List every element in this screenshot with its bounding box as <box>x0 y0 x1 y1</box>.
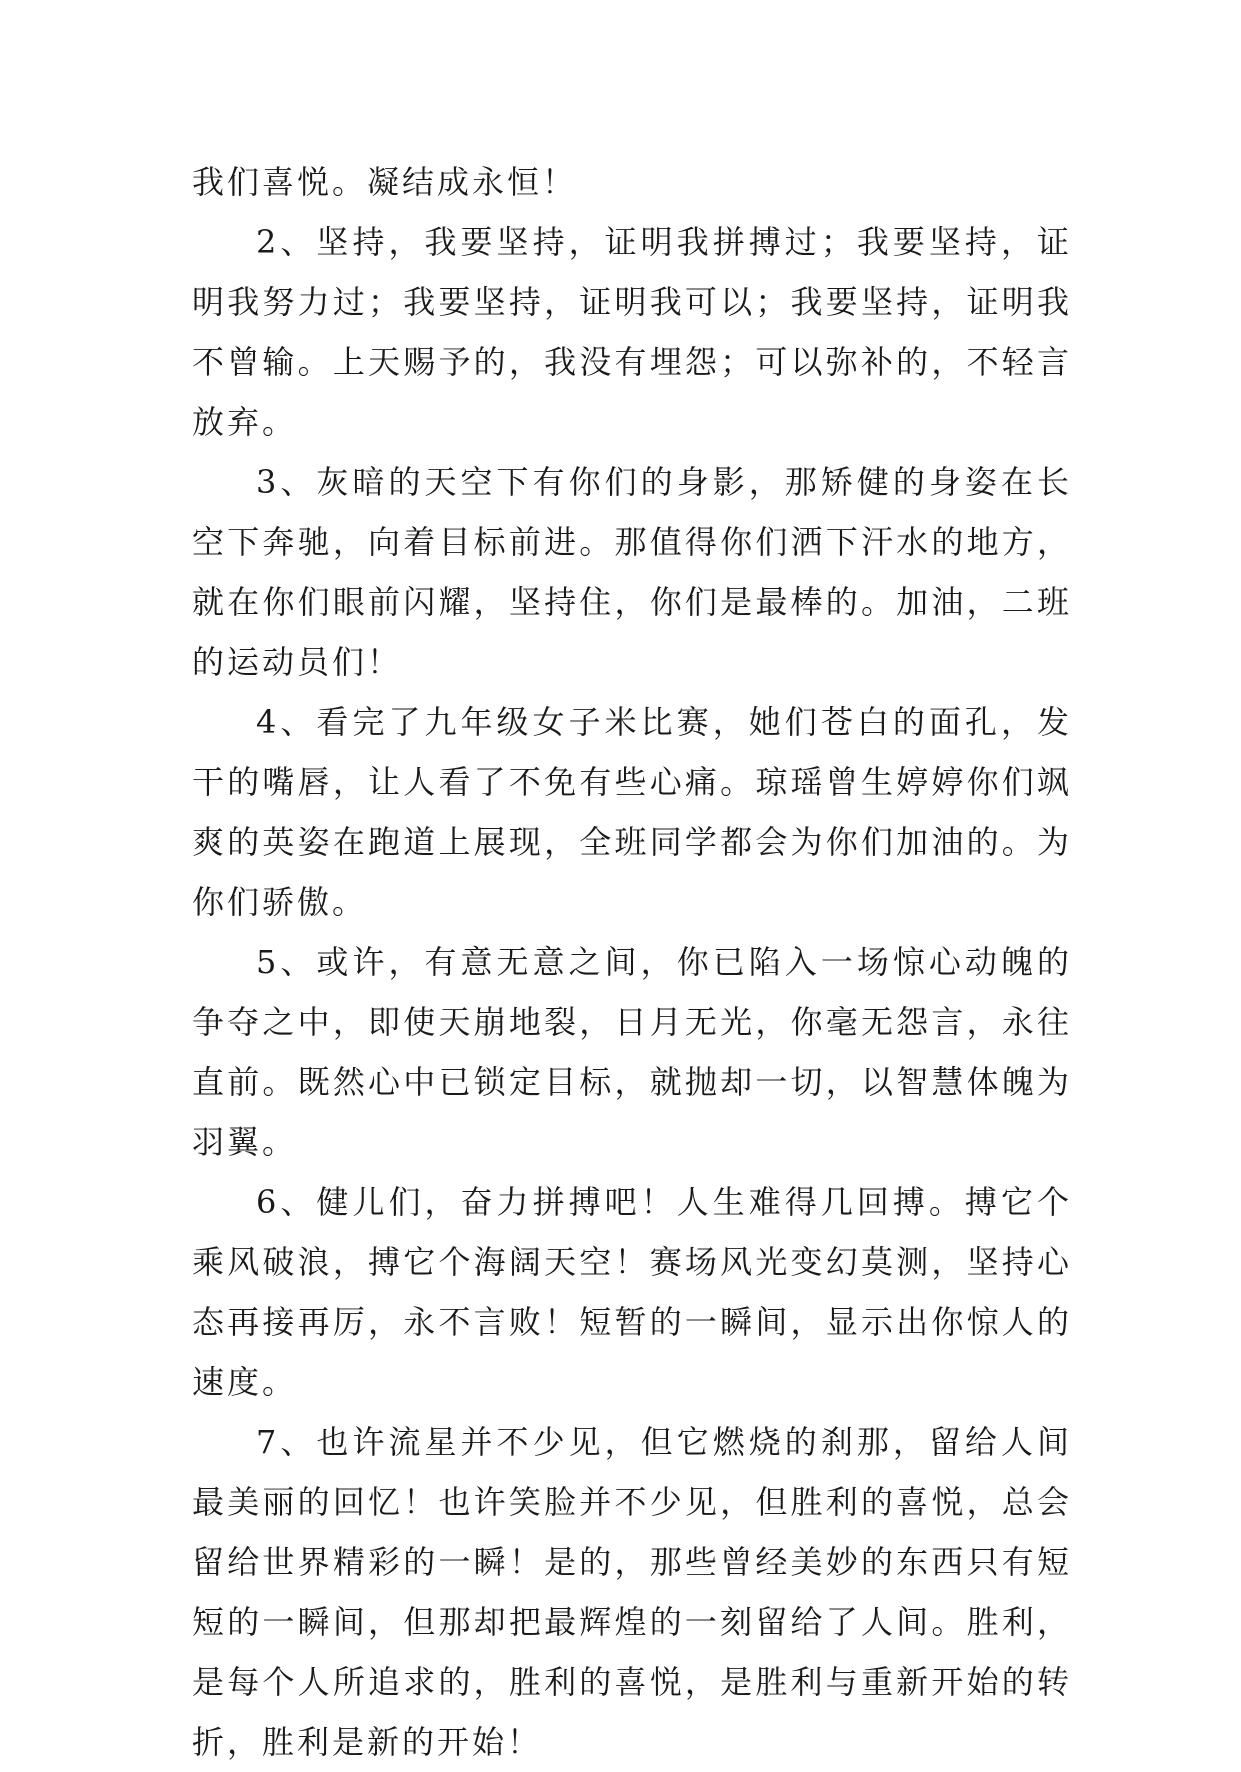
paragraph-5: 5、或许，有意无意之间，你已陷入一场惊心动魄的争夺之中，即使天崩地裂，日月无光，你毫无怨言，永往直前。既然心中已锁定目标，就抛却一切，以智慧体魄为羽翼。 <box>192 943 1072 1161</box>
paragraph-2: 2、坚持，我要坚持，证明我拼搏过；我要坚持，证明我努力过；我要坚持，证明我可以；我要坚持，证明我不曾输。上天赐予的，我没有埋怨；可以弥补的，不轻言放弃。 <box>192 223 1072 441</box>
paragraph-3: 3、灰暗的天空下有你们的身影，那矫健的身姿在长空下奔驰，向着目标前进。那值得你们洒下汗水的地方，就在你们眼前闪耀，坚持住，你们是最棒的。加油，二班的运动员们！ <box>192 463 1072 681</box>
document-body <box>192 152 1072 1772</box>
paragraph-7: 7、也许流星并不少见，但它燃烧的刹那，留给人间最美丽的回忆！也许笑脸并不少见，但胜利的喜悦，总会留给世界精彩的一瞬！是的，那些曾经美妙的东西只有短短的一瞬间，但那却把最辉煌的一刻留给了人间。胜利，是每个人所追求的，胜利的喜悦，是胜利与重新开始的转折，胜利是新的开始！ <box>192 1423 1072 1761</box>
paragraph-6: 6、健儿们，奋力拼搏吧！人生难得几回搏。搏它个乘风破浪，搏它个海阔天空！赛场风光变幻莫测，坚持心态再接再厉，永不言败！短暂的一瞬间，显示出你惊人的速度。 <box>192 1183 1072 1401</box>
paragraph-continuation: 我们喜悦。凝结成永恒！ <box>192 163 578 201</box>
paragraph-4: 4、看完了九年级女子米比赛，她们苍白的面孔，发干的嘴唇，让人看了不免有些心痛。琼瑶曾生婷婷你们飒爽的英姿在跑道上展现，全班同学都会为你们加油的。为你们骄傲。 <box>192 703 1072 921</box>
